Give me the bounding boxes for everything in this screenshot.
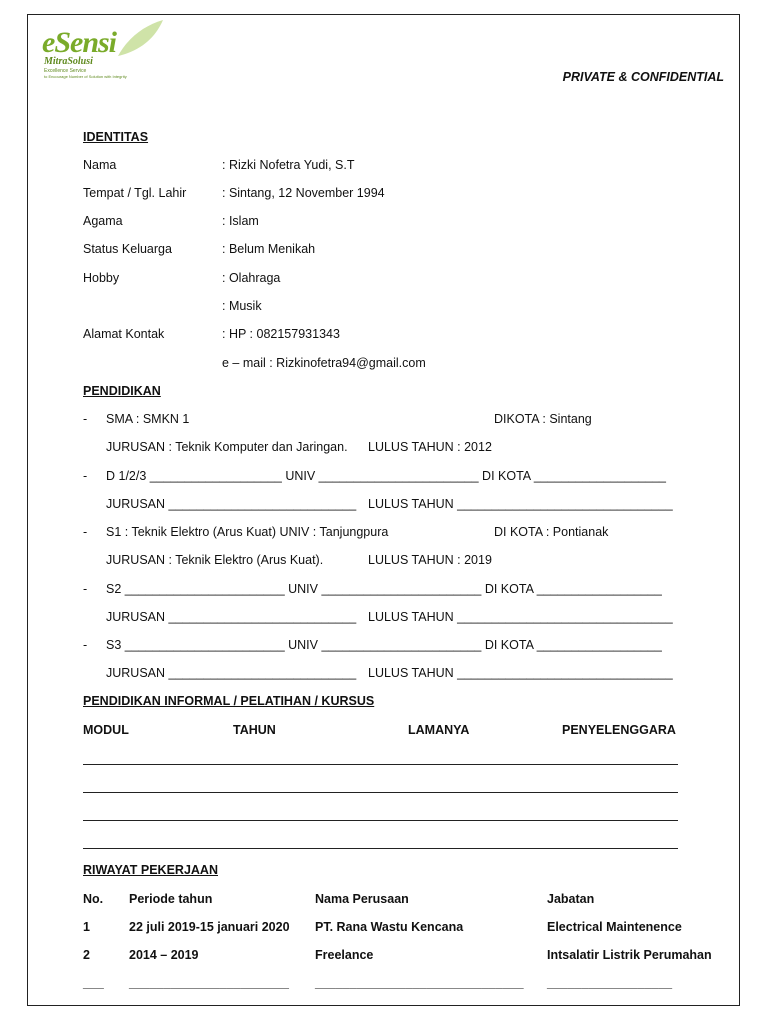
col-lamanya: LAMANYA (408, 723, 470, 737)
list-bullet: - (83, 525, 88, 539)
list-bullet: - (83, 638, 88, 652)
col-jabatan: Jabatan (547, 892, 595, 906)
list-bullet: - (83, 469, 88, 483)
col-modul: MODUL (83, 723, 129, 737)
education-major: JURUSAN : Teknik Komputer dan Jaringan. (106, 440, 348, 454)
field-value: : Sintang, 12 November 1994 (222, 186, 385, 200)
education-city: DIKOTA : Sintang (494, 412, 592, 426)
job-title: Electrical Maintenence (547, 920, 682, 934)
col-penyelenggara: PENYELENGGARA (562, 723, 676, 737)
job-title: Intsalatir Listrik Perumahan (547, 948, 712, 962)
logo-tagline: Excellence Service (44, 68, 87, 74)
field-value: : Islam (222, 214, 259, 228)
confidential-label: PRIVATE & CONFIDENTIAL (562, 70, 724, 84)
field-value: : Belum Menikah (222, 242, 316, 256)
list-bullet: - (83, 412, 88, 426)
education-graduation-year: LULUS TAHUN : 2019 (368, 553, 492, 567)
field-value: : HP : 082157931343 (222, 327, 340, 341)
col-nama-perusahaan: Nama Perusaan (315, 892, 409, 906)
logo-sub-text: MitraSolusi (44, 56, 93, 67)
job-title: __________________ (547, 976, 673, 990)
education-major: JURUSAN ___________________________ (106, 610, 357, 624)
field-label: Agama (83, 214, 123, 228)
education-level: S1 : Teknik Elektro (Arus Kuat) UNIV : Tanjungpura (106, 525, 389, 539)
pendidikan-heading: PENDIDIKAN (83, 384, 161, 398)
field-label: Nama (83, 158, 117, 172)
logo-main-text: eSensi (42, 26, 117, 59)
leaf-icon (108, 18, 168, 58)
job-period: 2014 – 2019 (129, 948, 199, 962)
education-major: JURUSAN : Teknik Elektro (Arus Kuat). (106, 553, 324, 567)
col-periode: Periode tahun (129, 892, 213, 906)
field-label: Tempat / Tgl. Lahir (83, 186, 187, 200)
list-bullet: - (83, 582, 88, 596)
education-level: S2 _______________________ UNIV _______________________ DI KOTA __________________ (106, 582, 662, 596)
education-graduation-year: LULUS TAHUN _______________________________ (368, 666, 673, 680)
field-label: Hobby (83, 271, 120, 285)
job-no: 1 (83, 920, 90, 934)
riwayat-heading: RIWAYAT PEKERJAAN (83, 863, 218, 877)
blank-line[interactable] (83, 820, 678, 821)
education-level: S3 _______________________ UNIV _______________________ DI KOTA __________________ (106, 638, 662, 652)
education-major: JURUSAN ___________________________ (106, 497, 357, 511)
education-major: JURUSAN ___________________________ (106, 666, 357, 680)
job-company: ______________________________ (315, 976, 524, 990)
field-value: : Musik (222, 299, 262, 313)
informal-heading: PENDIDIKAN INFORMAL / PELATIHAN / KURSUS (83, 694, 375, 708)
job-company: Freelance (315, 948, 374, 962)
blank-line[interactable] (83, 792, 678, 793)
education-graduation-year: LULUS TAHUN _______________________________ (368, 610, 673, 624)
identitas-heading: IDENTITAS (83, 130, 149, 144)
education-graduation-year: LULUS TAHUN _______________________________ (368, 497, 673, 511)
field-value: e – mail : Rizkinofetra94@gmail.com (222, 356, 426, 370)
field-value: : Olahraga (222, 271, 281, 285)
education-level: D 1/2/3 ___________________ UNIV _______________________ DI KOTA ___________________ (106, 469, 666, 483)
field-value: : Rizki Nofetra Yudi, S.T (222, 158, 355, 172)
field-label: Alamat Kontak (83, 327, 165, 341)
col-tahun: TAHUN (233, 723, 276, 737)
education-city: DI KOTA : Pontianak (494, 525, 609, 539)
education-graduation-year: LULUS TAHUN : 2012 (368, 440, 492, 454)
field-label: Status Keluarga (83, 242, 172, 256)
col-no: No. (83, 892, 104, 906)
job-company: PT. Rana Wastu Kencana (315, 920, 464, 934)
blank-line[interactable] (83, 764, 678, 765)
job-no: ___ (83, 976, 104, 990)
logo-tagline-small: to Encourage Number of Solution with Integrity (44, 74, 127, 79)
job-period: _______________________ (129, 976, 289, 990)
education-level: SMA : SMKN 1 (106, 412, 190, 426)
job-no: 2 (83, 948, 90, 962)
job-period: 22 juli 2019-15 januari 2020 (129, 920, 290, 934)
esensi-logo (38, 22, 158, 86)
blank-line[interactable] (83, 848, 678, 849)
